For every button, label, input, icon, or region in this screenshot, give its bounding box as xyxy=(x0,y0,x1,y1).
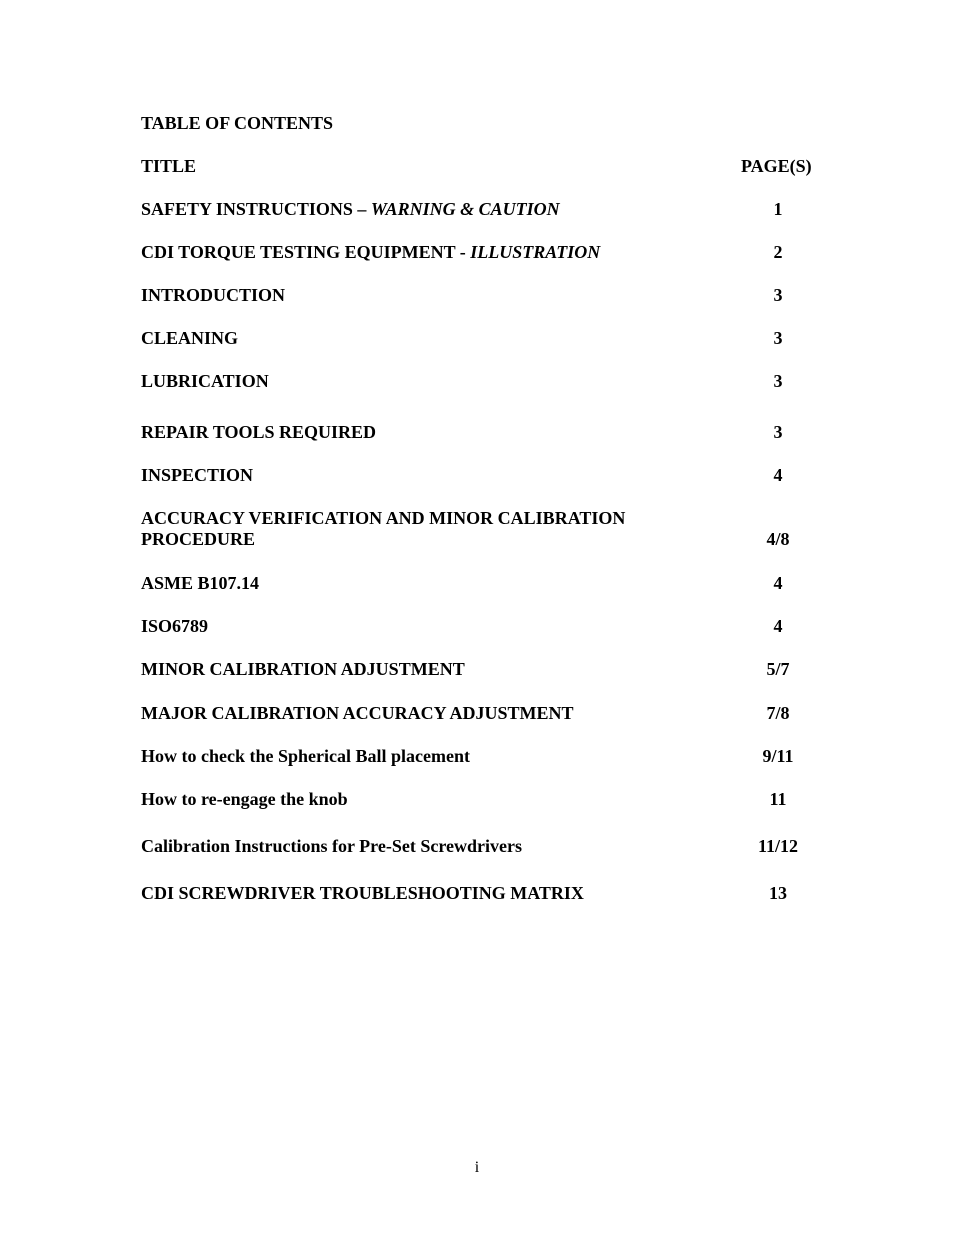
toc-entry-title: CDI TORQUE TESTING EQUIPMENT - ILLUSTRATION xyxy=(141,242,601,262)
toc-entry-title: ISO6789 xyxy=(141,616,209,636)
toc-entry-pages: 2 xyxy=(773,242,783,262)
toc-entry-title: CLEANING xyxy=(141,328,239,348)
page-number: i xyxy=(474,1159,480,1176)
toc-entry-pages: 11 xyxy=(769,789,787,809)
toc-entry-pages: 1 xyxy=(773,199,783,219)
toc-entry-pages: 13 xyxy=(769,883,787,903)
toc-entry-title: CDI SCREWDRIVER TROUBLESHOOTING MATRIX xyxy=(141,883,584,903)
toc-entry-pages: 4/8 xyxy=(766,529,790,549)
toc-entry-pages: 4 xyxy=(773,616,783,636)
toc-entry-title: How to check the Spherical Ball placement xyxy=(141,746,470,766)
toc-entry-title: ASME B107.14 xyxy=(141,573,260,593)
toc-entry-pages: 5/7 xyxy=(766,659,790,679)
title-column-label: TITLE xyxy=(141,156,197,176)
pages-column-label: PAGE(S) xyxy=(741,156,812,176)
toc-entry-title: Calibration Instructions for Pre-Set Screwdrivers xyxy=(141,836,522,856)
toc-entry-pages: 3 xyxy=(773,371,783,391)
toc-entry-pages: 9/11 xyxy=(762,746,794,766)
toc-entry-title: MINOR CALIBRATION ADJUSTMENT xyxy=(141,659,465,679)
toc-entry-pages: 3 xyxy=(773,328,783,348)
toc-entry-title: SAFETY INSTRUCTIONS – WARNING & CAUTION xyxy=(141,199,560,219)
toc-entry-title: MAJOR CALIBRATION ACCURACY ADJUSTMENT xyxy=(141,703,574,723)
toc-entry-pages: 3 xyxy=(773,285,783,305)
toc-entry-pages: 4 xyxy=(773,465,783,485)
toc-entry-title: REPAIR TOOLS REQUIRED xyxy=(141,422,377,442)
toc-entry-pages: 3 xyxy=(773,422,783,442)
toc-entry-title: ACCURACY VERIFICATION AND MINOR CALIBRATION PROCEDURE xyxy=(141,508,626,549)
toc-entry-pages: 11/12 xyxy=(757,836,798,856)
toc-entry-pages: 7/8 xyxy=(766,703,790,723)
toc-entry-pages: 4 xyxy=(773,573,783,593)
toc-entry-title: INSPECTION xyxy=(141,465,254,485)
toc-heading: TABLE OF CONTENTS xyxy=(141,113,334,133)
toc-entry-title: LUBRICATION xyxy=(141,371,269,391)
toc-entry-title: How to re-engage the knob xyxy=(141,789,348,809)
toc-entry-title: INTRODUCTION xyxy=(141,285,286,305)
